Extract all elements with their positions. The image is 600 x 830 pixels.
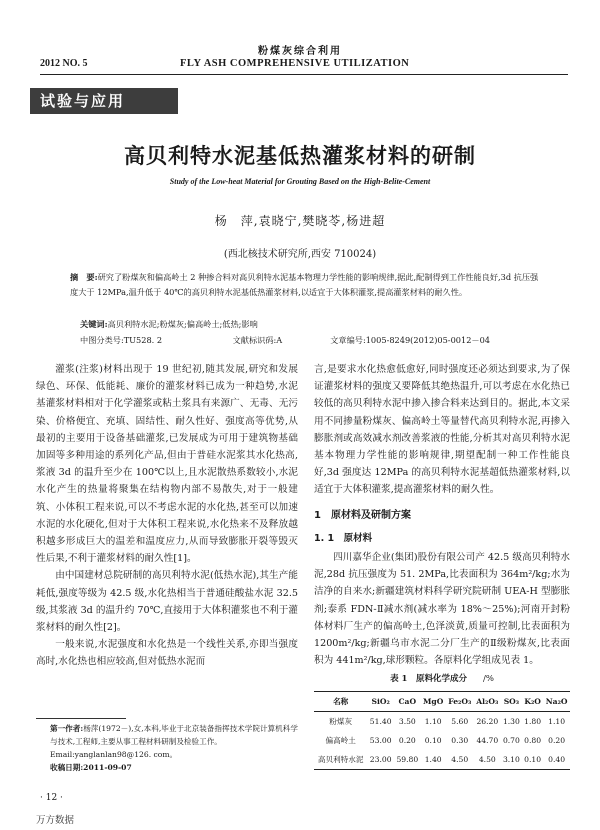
table-cell: 51.40 bbox=[369, 716, 392, 726]
affiliation: (西北核技术研究所,西安 710024) bbox=[223, 249, 377, 260]
footnote-author-label: 第一作者: bbox=[50, 724, 84, 733]
table-cell: 3.50 bbox=[398, 716, 416, 726]
abstract-label: 摘 要: bbox=[70, 272, 98, 282]
paper-title-en: Study of the Low-heat Material for Grouting Based on the High-Belite-Cement bbox=[169, 177, 431, 186]
journal-name-en: FLY ASH COMPREHENSIVE UTILIZATION bbox=[180, 58, 410, 69]
table-caption-text: 表 1 原料化学成分 bbox=[390, 674, 467, 685]
article-number: 文章编号:1005-8249(2012)05-0012－04 bbox=[330, 335, 491, 345]
table-header-cell: SiO₂ bbox=[367, 691, 394, 711]
authors: 杨 萍,袁晓宁,樊晓苓,杨进超 bbox=[214, 214, 386, 228]
table-cell: 0.80 bbox=[524, 736, 542, 746]
table-cell: 1.80 bbox=[524, 716, 542, 726]
table-unit: /% bbox=[482, 674, 494, 685]
header-rule bbox=[40, 74, 568, 75]
paper-title: 高贝利特水泥基低热灌浆材料的研制 bbox=[124, 144, 476, 168]
footnote-author-text: 杨萍(1972－),女,本科,毕业于北京装备指挥技术学院计算机科学与技术,工程师,主要从事工程材料研制及检验工作。 bbox=[50, 724, 298, 746]
footnote bbox=[50, 722, 300, 774]
table-row bbox=[314, 750, 570, 770]
table-cell: 高贝利特水泥 bbox=[314, 750, 367, 770]
table-header-cell: Fe₂O₃ bbox=[446, 691, 474, 711]
paragraph: 灌浆(注浆)材料出现于 19 世纪初,随其发展,研究和发展绿色、环保、低能耗、廉价的灌浆材料已成为一种趋势,水泥基灌浆材料相对于化学灌浆或粘土浆具有来源广、无毒、无污染、价格便宜、充填、固结性、耐久性好、强度高等优势,从最初的主要用于设备基础灌浆,已发展成为可用于建筑物基础加固等多种用途的系列化产品,但由于普硅水泥浆其水化热高,浆液 3d 的温升至少在 100℃以上,且水泥散热系数较小,水泥水化产生的热量将聚集在结构物内部不易散失,对于一般建筑、小体积工程来说,可以不考虑水泥的水化热,甚至可以加速水泥的水化硬化,但对于大体积工程来说,水化热来不及释放越积越多形成巨大的温差和温度应力,从而导致膨胀开裂等毁灭性后果,不利于灌浆材料的耐久性[1]。 bbox=[36, 364, 298, 565]
table-cell: 0.10 bbox=[424, 736, 442, 746]
table-header-cell: Al₂O₃ bbox=[474, 691, 501, 711]
section-heading: 1 原材料及研制方案 bbox=[314, 509, 411, 521]
footnote-received-date: 收稿日期:2011-09-07 bbox=[50, 763, 132, 772]
paragraph: 四川嘉华企业(集团)股份有限公司产 42.5 级高贝利特水泥,28d 抗压强度为 51. 2MPa,比表面积为 364m²/kg;水为洁净的自来水;新疆建筑材料科学研究院研制 UEA-H 型膨胀剂;泰系 FDN-Ⅱ减水剂(减水率为 18%～25%);河南开封粉体材料厂生产的偏高岭土,色泽淡黄,质量可控制,比表面积为 1200m²/kg;新疆乌市水泥二分厂生产的Ⅱ级粉煤灰,比表面积为 441m²/kg,球形颗粒。各原料化学组成见表 1。 bbox=[314, 552, 570, 667]
table-row bbox=[314, 711, 570, 731]
table-cell: 0.20 bbox=[398, 736, 416, 746]
table-cell: 23.00 bbox=[367, 750, 394, 770]
table-cell: 1.30 bbox=[502, 716, 520, 726]
subsection-heading: 1. 1 原材料 bbox=[314, 532, 373, 544]
table-cell: 44.70 bbox=[476, 736, 499, 746]
table-cell: 26.20 bbox=[476, 716, 499, 726]
abstract bbox=[70, 270, 540, 299]
table-cell: 粉煤灰 bbox=[329, 716, 353, 726]
watermark: 万方数据 bbox=[36, 815, 75, 826]
table-cell: 53.00 bbox=[369, 736, 392, 746]
table-header-cell: 名称 bbox=[314, 691, 367, 711]
keywords bbox=[80, 319, 550, 330]
footnote-author bbox=[50, 722, 300, 748]
page-number: · 12 · bbox=[40, 793, 63, 803]
keywords-text: 高贝利特水泥;粉煤灰;偏高岭土;低热;影响 bbox=[107, 319, 258, 329]
paragraph: 言,是要求水化热愈低愈好,同时强度还必须达到要求,为了保证灌浆材料的强度又要降低其绝热温升,可以考虑在水化热已较低的高贝利特水泥中掺入掺合料来达到目的。据此,本文采用不同掺量粉煤灰、偏高岭土等量替代高贝利特水泥,再掺入膨胀剂或高效减水剂改善浆液的性能,分析其对高贝利特水泥基本物理力学性能的影响规律,期望配制一种工作性能良好,3d 强度达 12MPa 的高贝利特水泥基超低热灌浆材料,以适宜于大体积灌浆,提高灌浆材料的耐久性。 bbox=[314, 364, 570, 496]
table-cell: 3.10 bbox=[501, 750, 522, 770]
journal-name-cn: 粉煤灰综合利用 bbox=[258, 46, 342, 57]
table-cell: 偏高岭土 bbox=[325, 736, 356, 746]
table-header-cell: MgO bbox=[421, 691, 446, 711]
issue-number: 2012 NO. 5 bbox=[40, 58, 88, 69]
document-code: 文献标识码:A bbox=[232, 335, 283, 345]
table-row bbox=[314, 731, 570, 750]
chemical-composition-table bbox=[314, 691, 570, 771]
paragraph: 一般来说,水泥强度和水化热是一个线性关系,亦即当强度高时,水化热也相应较高,但对低热水泥而 bbox=[36, 639, 298, 668]
table-header-cell: CaO bbox=[394, 691, 421, 711]
table-header-cell: Na₂O bbox=[543, 691, 570, 711]
table-cell: 4.50 bbox=[446, 750, 474, 770]
table-cell: 4.50 bbox=[474, 750, 501, 770]
keywords-label: 关键词: bbox=[80, 319, 108, 329]
table-header-cell: SO₃ bbox=[501, 691, 522, 711]
abstract-text: 研究了粉煤灰和偏高岭土 2 种掺合料对高贝利特水泥基本物理力学性能的影响规律,据此,配制得到工作性能良好,3d 抗压强度大于 12MPa,温升低于 40℃的高贝利特水泥基低热灌浆材料,以适宜于大体积灌浆,提高灌浆材料的耐久性。 bbox=[70, 272, 539, 297]
clc-number: 中图分类号:TU528. 2 bbox=[80, 335, 163, 345]
table-cell: 0.70 bbox=[502, 736, 520, 746]
table-caption bbox=[314, 671, 570, 688]
table-cell: 0.20 bbox=[548, 736, 566, 746]
footnote-rule bbox=[36, 718, 126, 719]
classification bbox=[80, 335, 560, 346]
table-cell: 0.40 bbox=[543, 750, 570, 770]
body-column-left bbox=[36, 361, 298, 671]
table-cell: 1.40 bbox=[421, 750, 446, 770]
table-cell: 59.80 bbox=[394, 750, 421, 770]
table-header-cell: K₂O bbox=[522, 691, 543, 711]
table-cell: 1.10 bbox=[424, 716, 442, 726]
table-header-row bbox=[314, 691, 570, 711]
body-column-right bbox=[314, 361, 570, 770]
table-cell: 0.30 bbox=[451, 736, 469, 746]
section-tag: 试验与应用 bbox=[30, 88, 178, 114]
table-cell: 0.10 bbox=[522, 750, 543, 770]
table-cell: 1.10 bbox=[548, 716, 566, 726]
paragraph: 由中国建材总院研制的高贝利特水泥(低热水泥),其生产能耗低,强度等级为 42.5 级,水化热相当于普通硅酸盐水泥 32.5 级,其浆液 3d 的温升约 70℃,直接用于大体积灌浆也不利于灌浆材料的耐久性[2]。 bbox=[36, 570, 298, 634]
footnote-email: Email:yanglanlan98@126. com。 bbox=[50, 750, 178, 759]
table-cell: 5.60 bbox=[451, 716, 469, 726]
